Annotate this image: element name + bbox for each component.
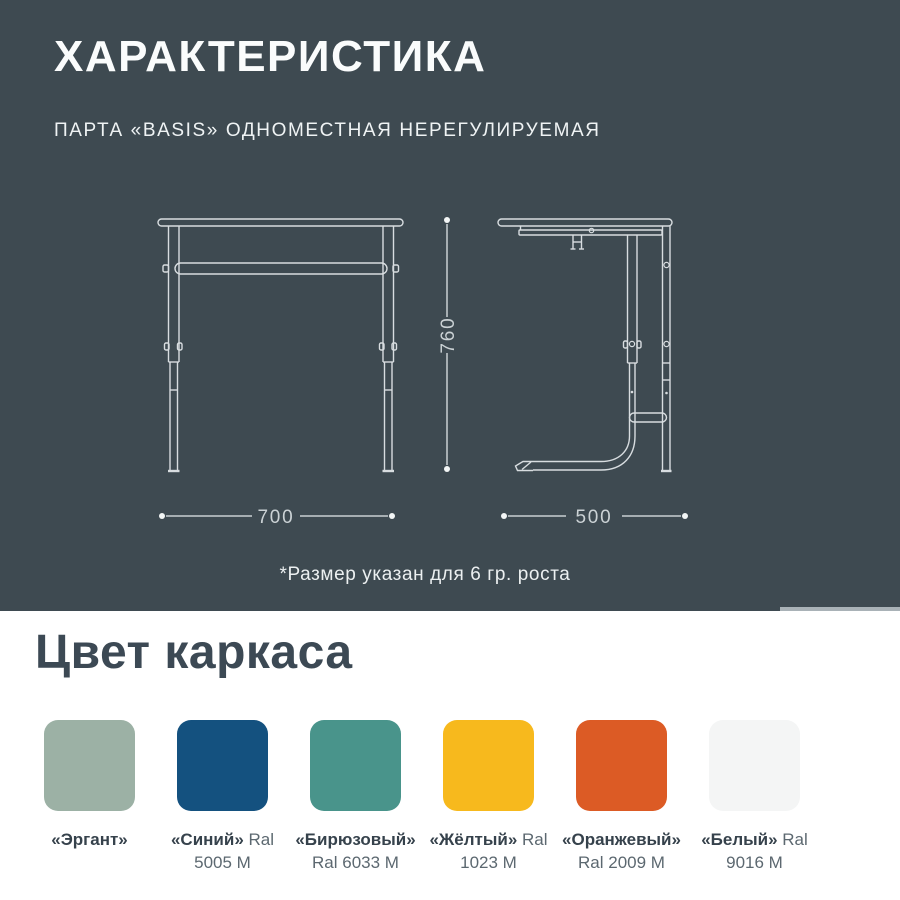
color-label: «Бирюзовый» Ral 6033 M (295, 830, 416, 872)
color-option-biryuzovy (295, 720, 416, 874)
color-label: «Синий» Ral 5005 M (170, 830, 275, 872)
color-swatch[interactable] (177, 720, 268, 811)
color-label: «Оранжевый» Ral 2009 M (562, 830, 681, 872)
color-option-oranzhevy (562, 720, 681, 874)
color-label: «Жёлтый» Ral 1023 M (429, 830, 548, 872)
front-view-drawing (158, 219, 403, 471)
color-swatch[interactable] (709, 720, 800, 811)
color-label: «Эргант» (51, 830, 128, 849)
dimension-width (159, 507, 395, 528)
section-heading: Цвет каркаса (35, 626, 353, 679)
color-option-bely (701, 720, 808, 874)
color-label: «Белый» Ral 9016 M (701, 830, 808, 872)
frame-color-section (0, 611, 900, 900)
width-dimension-label: 700 (257, 507, 295, 528)
size-note: *Размер указан для 6 гр. роста (279, 564, 571, 585)
height-dimension-label: 760 (438, 316, 459, 354)
desk-technical-drawing (0, 190, 900, 610)
color-option-zhyolty (429, 720, 548, 874)
color-option-siniy (170, 720, 275, 874)
side-view-drawing (498, 219, 672, 471)
color-option-ergant (44, 720, 135, 874)
dimension-depth (501, 507, 688, 528)
depth-dimension-label: 500 (575, 507, 613, 528)
dimension-height (438, 217, 459, 472)
page-title: ХАРАКТЕРИСТИКА (54, 32, 487, 81)
color-swatch[interactable] (310, 720, 401, 811)
product-subtitle: ПАРТА «BASIS» ОДНОМЕСТНАЯ НЕРЕГУЛИРУЕМАЯ (54, 120, 601, 141)
color-swatch[interactable] (576, 720, 667, 811)
color-swatch-row (44, 720, 808, 874)
color-swatch[interactable] (44, 720, 135, 811)
color-swatch[interactable] (443, 720, 534, 811)
